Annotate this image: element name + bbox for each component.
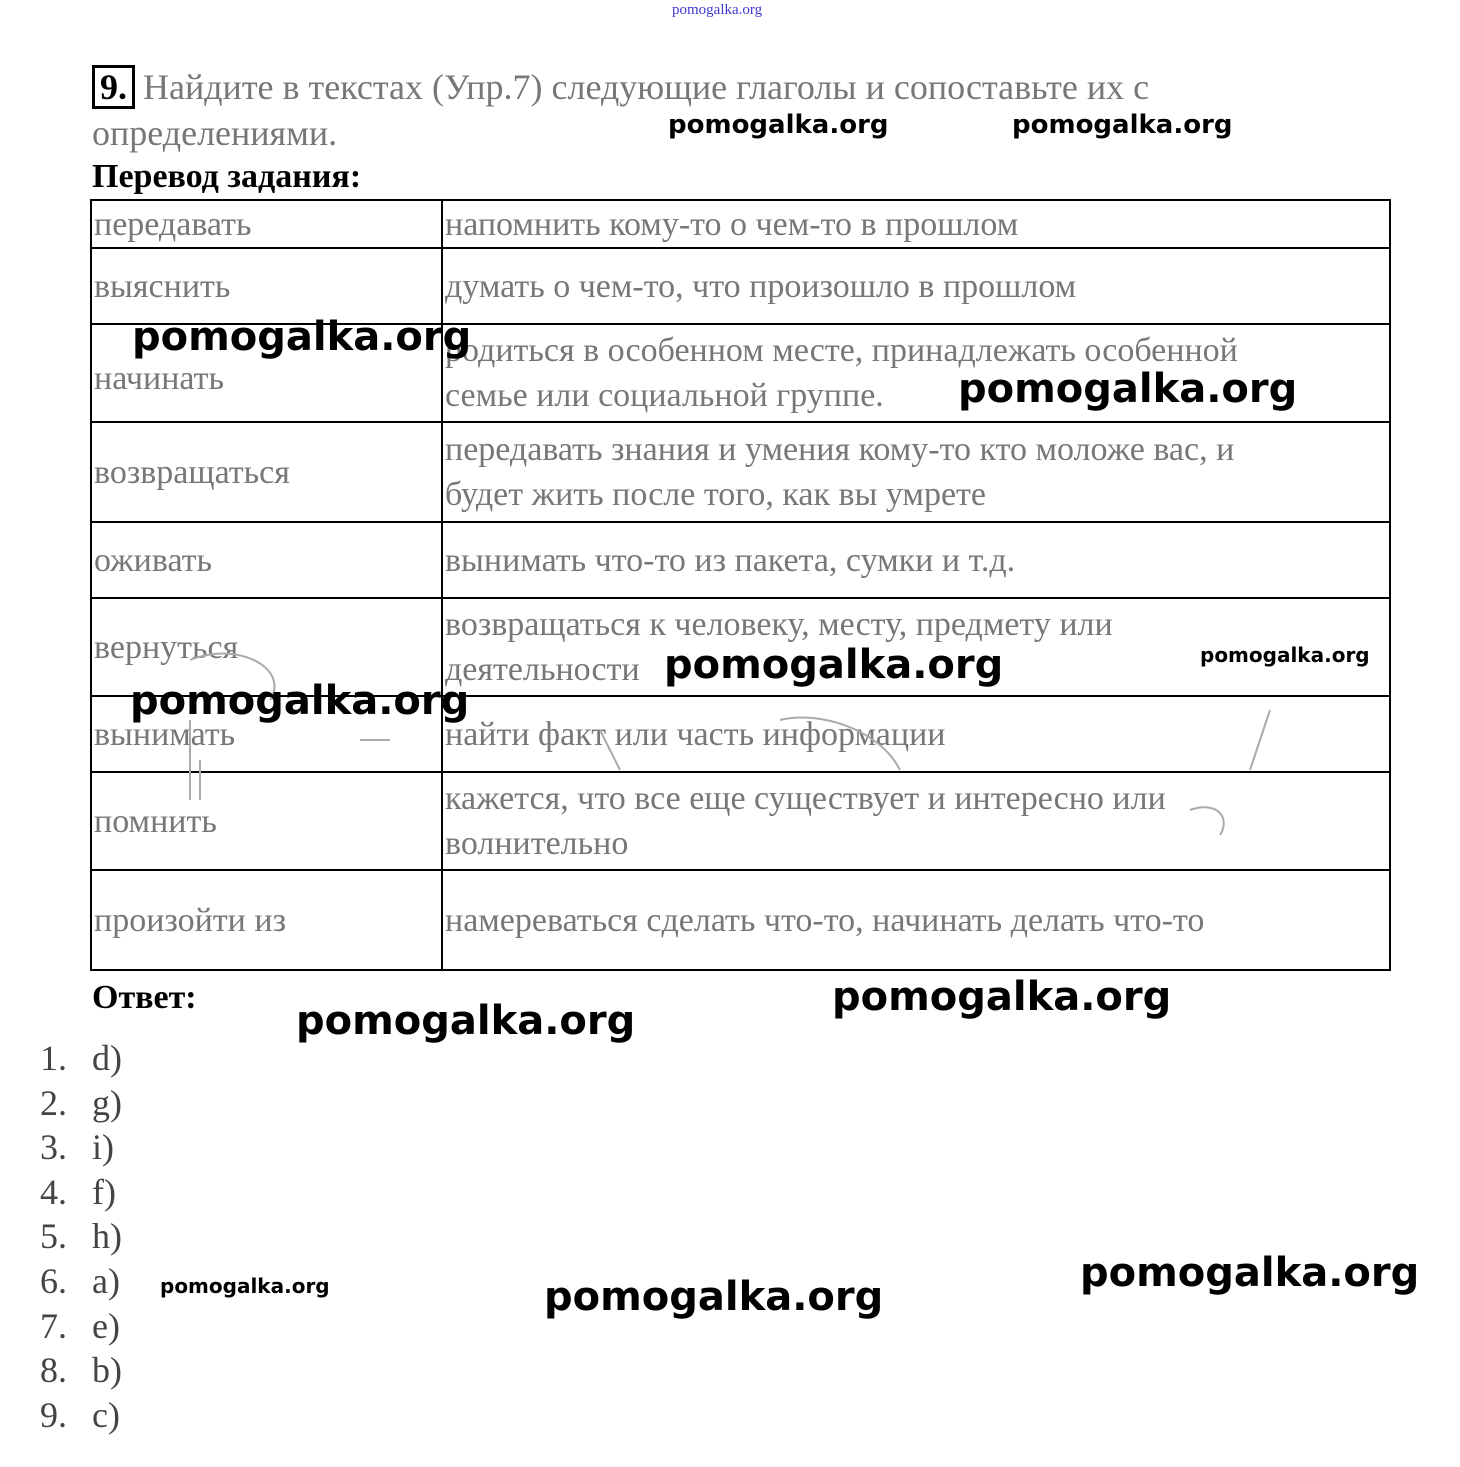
watermark: pomogalka.org <box>1012 110 1233 140</box>
watermark: pomogalka.org <box>1200 643 1370 667</box>
verb-cell: вынимать <box>91 696 442 772</box>
watermark: pomogalka.org <box>544 1274 884 1320</box>
watermark: pomogalka.org <box>664 642 1004 688</box>
table-row <box>91 870 1390 970</box>
list-item: 1. d) <box>40 1038 122 1078</box>
watermark-top: pomogalka.org <box>672 2 763 18</box>
task-text-line1 <box>92 62 1149 112</box>
verb-cell: передавать <box>91 200 442 248</box>
verb-cell: выяснить <box>91 248 442 324</box>
table-row <box>91 422 1390 522</box>
verb-cell: помнить <box>91 772 442 870</box>
watermark: pomogalka.org <box>160 1274 330 1298</box>
definition-cell: передавать знания и умения кому-то кто моложе вас, и будет жить после того, как вы умрете <box>442 422 1390 522</box>
definition-cell: найти факт или часть информации <box>442 696 1390 772</box>
table-row <box>91 248 1390 324</box>
watermark: pomogalka.org <box>132 314 472 360</box>
list-item: 9. c) <box>40 1394 120 1435</box>
task-text: Найдите в текстах (Упр.7) следующие глаголы и сопоставьте их с <box>143 67 1150 107</box>
answer-heading: Ответ: <box>92 979 197 1016</box>
watermark: pomogalka.org <box>1080 1250 1420 1296</box>
task-number: 9. <box>92 65 135 109</box>
definition-cell: родиться в особенном месте, принадлежать особенной семье или социальной группе. <box>442 324 1390 422</box>
list-item: 4. f) <box>40 1171 116 1212</box>
watermark: pomogalka.org <box>958 366 1298 412</box>
verb-cell: возвращаться <box>91 422 442 522</box>
list-item: 6. a) <box>40 1260 120 1301</box>
verb-cell: оживать <box>91 522 442 598</box>
watermark: pomogalka.org <box>296 998 636 1044</box>
table-row <box>91 522 1390 598</box>
list-item: 2. g) <box>40 1082 122 1123</box>
definition-cell: намереваться сделать что-то, начинать делать что-то <box>442 870 1390 970</box>
definition-cell: напомнить кому-то о чем-то в прошлом <box>442 200 1390 248</box>
verb-cell: начинать <box>91 324 442 422</box>
verb-cell: произойти из <box>91 870 442 970</box>
definition-cell: вынимать что-то из пакета, сумки и т.д. <box>442 522 1390 598</box>
watermark: pomogalka.org <box>668 110 889 140</box>
answer-list <box>40 1036 122 1437</box>
list-item: 8. b) <box>40 1350 122 1391</box>
definition-cell: кажется, что все еще существует и интересно или волнительно <box>442 772 1390 870</box>
watermark: pomogalka.org <box>130 678 470 724</box>
verb-cell: вернуться <box>91 598 442 696</box>
list-item: 5. h) <box>40 1216 122 1257</box>
definition-cell: думать о чем-то, что произошло в прошлом <box>442 248 1390 324</box>
definition-cell: возвращаться к человеку, месту, предмету или деятельности <box>442 598 1390 696</box>
watermark: pomogalka.org <box>832 974 1172 1020</box>
translation-heading: Перевод задания: <box>92 158 362 195</box>
list-item: 7. e) <box>40 1305 120 1346</box>
list-item: 3. i) <box>40 1127 114 1168</box>
task-text-line2: определениями. <box>92 113 338 153</box>
table-row <box>91 200 1390 248</box>
